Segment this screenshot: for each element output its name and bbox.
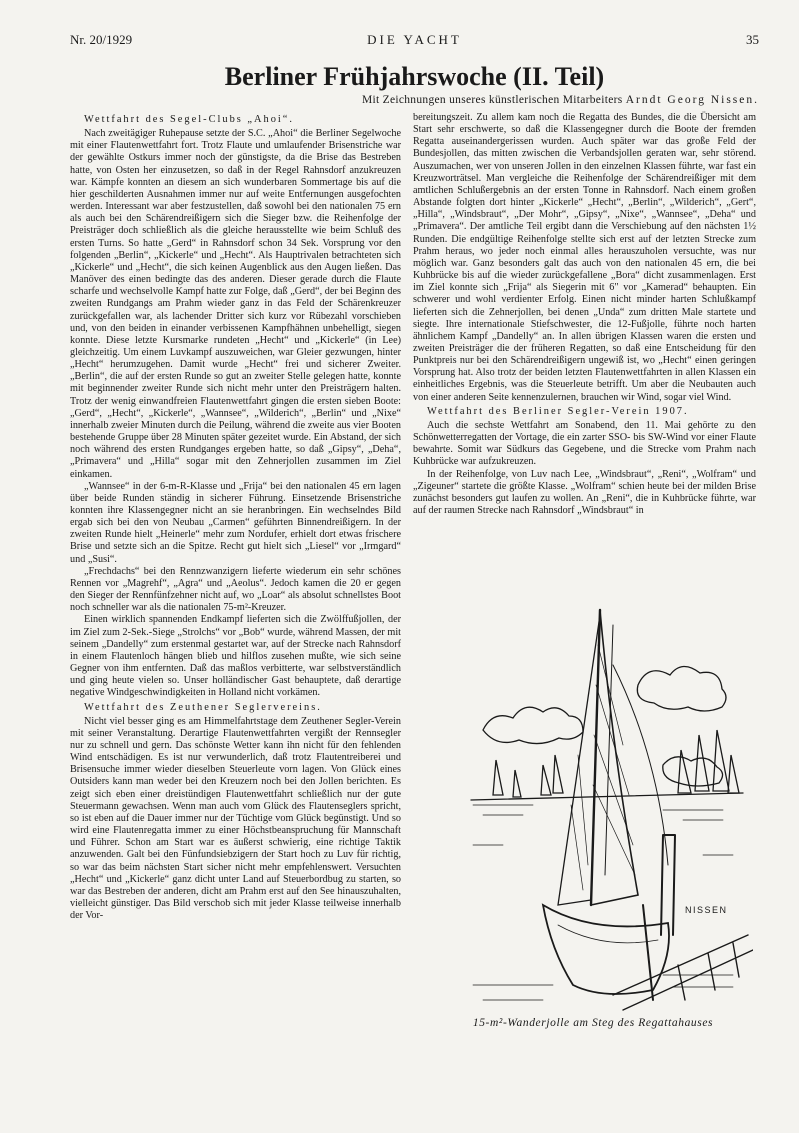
artist-signature: NISSEN bbox=[685, 905, 728, 915]
section-heading: Wettfahrt des Berliner Segler-Verein 1907. bbox=[427, 405, 689, 417]
text-column-left bbox=[70, 112, 401, 922]
paragraph: „Frechdachs“ bei den Rennzwanzigern lieferte wiederum ein sehr schönes Rennen vor „Magrehf“, „Agra“ und „Aeolus“. Jedoch kamen die 20 er gegen den Sieger der Rennfünfzehner nicht auf, wo „Loar“ als absolut schnellstes Boot noch schneller war als die nationalen 75-m²-Kreuzer. bbox=[70, 565, 401, 614]
sailboat-illustration bbox=[463, 605, 753, 1015]
cloud bbox=[483, 707, 583, 743]
dock-planks bbox=[613, 935, 753, 1010]
water-ripples bbox=[473, 805, 733, 855]
paragraph: Auch die sechste Wettfahrt am Sonabend, den 11. Mai gehörte zu den Schönwetterregatten der Vortage, die ein zarter SSO- bis SW-Wind vor einer Flaute bewahrte. Somit war Südkurs das Gegebene, und die Strecke vom Prahm nach Kuhbrücke war aufzukreuzen. bbox=[413, 419, 756, 468]
distant-sail bbox=[553, 755, 563, 793]
paragraph: „Wannsee“ in der 6-m-R-Klasse und „Frija“ bei den nationalen 45 ern lagen über beide Runden ständig in sicherer Führung. Einsetzende Brisenstriche konnten ihre Klassengegner nicht an sie heranbringen. Ein wechselndes Bild ergab sich bei den von Neubau „Carmen“ geführten Binnendreißigern. In der zweiten Runde hielt „Heinerle“ mehr zum Nordufer, erhielt dort etwas frischere Brise und setzte sich an die Spitze. Recht gut hielt sich „Liesel“ vor „Irmgard“ und „Susi“. bbox=[70, 480, 401, 565]
hull-line bbox=[558, 925, 658, 943]
distant-sail bbox=[695, 735, 709, 791]
jib-shading bbox=[571, 755, 588, 890]
cloud bbox=[637, 666, 726, 711]
paragraph: Nach zweitägiger Ruhepause setzte der S.C. „Ahoi“ die Berliner Segelwoche mit einer Flautenwettfahrt fort. Trotz Flaute und umlaufender Brisenstriche war der gewählte Ostkurs immer noch der günstigste, da die Brise das Bestreben hatte, von Osten her einzusetzen, so daß in der Regel Rahnsdorf anzukreuzen war. Kämpfe konnten an diesem an sich wunderbaren Sommertage bis auf die hier geschilderten Ausnahmen immer nur auf weite Entfernungen ausgefochten werden. Interessant war aber festzustellen, daß sowohl bei den nationalen 75 ern als auch bei den Schärendreißigern sich die Sieger bzw. die Reihenfolge der Preisträger doch schließlich als die gleiche herausstellte wie beim Schluß des ersten Turns. So hatte „Gerd“ in Rahnsdorf schon 34 Sek. Vorsprung vor den folgenden „Berlin“, „Kickerle“ und „Hecht“. Als Hauptrivalen betrachteten sich „Kickerle“ und „Hecht“, die sich keinen Augenblick aus den Augen ließen. Das Manöver des einen bedingte das des anderen. Dieser gerade durch die Flaute scharfe und wechselvolle Kampf hatte zur Folge, daß „Gerd“, der bei Beginn des zweiten Rundgangs am Prahm wieder ganz in das Feld der Schärenkreuzer zurückgefallen war, als lachender Dritter sich kurz vor Rübezahl vorschieben und, von den beiden in einander verbissenen Kampfhähnen unbehelligt, siegen konnte. Diese letzte Kursmarke rundeten „Hecht“ und „Kickerle“ (in Lee) gleichzeitig. Um einem Luvkampf auszuweichen, war Gleier gezwungen, hinter „Hecht“ herumzugehen. Damit wurde „Hecht“ frei und sicherer Zweiter. „Berlin“, die auf der ersten Runde so gut an zweiter Stelle gelegen hatte, konnte mit beginnender zweiter Runde sich nicht mehr unter den Preisträgern halten. Trotz der wenig einwandfreien Flautenwettfahrt gingen die ersten sieben Boote: „Gerd“, „Hecht“, „Kickerle“, „Wannsee“, „Wilderich“, „Berlin“ und „Nixe“ innerhalb zweier Minuten durch die Peilung, während die zweite aus vier Booten bestehende Gruppe über 28 Minuten später gezeitet wurde. Ein Abstand, der sich noch während des ersten Rundganges ergeben hatte, so daß „Gipsy“, „Deha“, „Primavera“ und „Hilla“ sogar mit den Zehnerjollen zusammen im Ziel einkamen. bbox=[70, 128, 401, 480]
page-number: 35 bbox=[746, 32, 759, 47]
distant-sail bbox=[678, 750, 691, 793]
distant-sail bbox=[541, 765, 551, 795]
magazine-name: DIE YACHT bbox=[367, 32, 462, 47]
distant-sail bbox=[513, 770, 521, 797]
paragraph: In der Reihenfolge, von Luv nach Lee, „Windsbraut“, „Reni“, „Wolfram“ und „Zigeuner“ startete die größte Klasse. „Wolfram“ schien heute bei der milden Brise zunächst besonders gut laufen zu wollen. An „Reni“, die in Kuhbrücke führte, war auf der raumen Strecke nach Rahnsdorf „Windsbraut“ in bbox=[413, 468, 756, 516]
pier-post bbox=[661, 835, 675, 935]
rigging-line bbox=[605, 625, 613, 875]
pier-post bbox=[643, 905, 653, 1000]
distant-sail bbox=[713, 730, 729, 791]
subtitle-artist: Arndt Georg Nissen. bbox=[625, 94, 759, 106]
water-ripples bbox=[473, 975, 733, 1000]
distant-sail bbox=[493, 760, 503, 795]
running-header bbox=[70, 32, 759, 52]
article-title: Berliner Frühjahrswoche (II. Teil) bbox=[224, 62, 605, 91]
paragraph: Einen wirklich spannenden Endkampf lieferten sich die Zwölffußjollen, der im Ziel zum 2-Sek.-Siege „Strolchs“ vor „Bob“ wurde, während Massen, der mit seinem „Dandelly“ zum erstenmal gestartet war, auf der Strecke nach Rahnsdorf in einem Flautenloch hängen blieb und hilflos zusehen mußte, wie sich seine Gegner von ihm entfernten. Daß das maßlos verbitterte, war selbstverständlich und ging heute vielen so. Unser holländischer Gast behauptete, daß derartige negative Windgeschwindigkeiten in Holland nicht vorkämen. bbox=[70, 614, 401, 699]
distant-sail bbox=[728, 755, 739, 793]
illustration-caption: 15-m²-Wanderjolle am Steg des Regattahauses bbox=[472, 1017, 714, 1029]
article-subtitle bbox=[200, 94, 759, 106]
paragraph: Nicht viel besser ging es am Himmelfahrtstage dem Zeuthener Segler-Verein mit seiner Veranstaltung. Derartige Flautenwettfahrten vergißt der Rennsegler nur zu schnell und gern. Das schönste Wetter kann ihn nicht für den fehlenden Wind entschädigen. Es ist nur verwunderlich, daß trotz Flautentreiberei und Brisensuche immer wieder dieselben Steuerleute vorn lagen. Von Glück eines Outsiders kann man weder bei den Kreuzern noch bei den Jollen berichten. Es zeigt sich eben einer dreistündigen Flautenwettfahrt schließlich nur der gute Steuermann gewachsen. Wenn man auch vom Glück des Flautenseglers spricht, so ist eben auf die Dauer immer nur der Tüchtige vom Glück begünstigt. Und so wird eine Flautenregatta immer zu einer Höchstbeanspruchung für Mannschaft und Führer. Schon am Start war es äußerst schwierig, eine richtige Taktik anzuwenden. Galt bei den Fünfundsiebzigern der Start hoch zu Luv für richtig, so war das beim nächsten Start sicher nicht mehr empfehlenswert. Versuchten „Hecht“ und „Kickerle“ ganz dicht unter Land auf Steuerbordbug zu starten, so war das Bestreben der anderen, dicht am Prahm erst auf den See hinauszuhalten, vielleicht günstiger. Das Bild verschob sich mit jeder Klasse teilweise innerhalb der Vor- bbox=[70, 715, 401, 922]
mast bbox=[591, 610, 600, 905]
subtitle-prefix: Mit Zeichnungen unseres künstlerischen Mitarbeiters bbox=[361, 94, 623, 106]
paragraph: bereitungszeit. Zu allem kam noch die Regatta des Bundes, die die Übersicht am Start sehr erschwerte, so daß die Klassengegner durch die Boote der fremden Regatta auseinandergerissen wurden. Auch später war das große Feld der Bundesjollen, das mitten zwischen die Verbandsjollen geraten war, sehr störend. Auszumachen, wer von unseren Jollen in den einzelnen Klassen führte, war fast ein Kreuzworträtsel. Man vergleiche die Reihenfolge der Schärendreißiger mit dem amtlichen Schlußergebnis an der ersten Tonne in Rahnsdorf. Nach einem großen Abstande folgten dort hinter „Kickerle“ „Hecht“, „Berlin“, „Wilderich“, „Gert“, „Hilla“, „Windsbraut“, „Der Mohr“, „Gipsy“, „Nixe“, „Wannsee“, „Deha“ und „Primavera“. Der amtliche Teil ergibt dann die Verschiebung auf den nächsten 1½ Runden. Die endgültige Reihenfolge stellte sich erst auf der letzten Strecke zum Prahm heraus, wo jeder noch einmal alles herauszuholen versuchte, was nur möglich war. Ganz besonders galt das auch von den nationalen 45 ern, die bei Kuhbrücke bis auf die wieder zurückgefallene „Bora“ dicht zusammenlagen. Erst im Ziel konnte sich „Frija“ als Siegerin mit 6" vor „Kamerad“ behaupten. Ein schwerer und wohl verdienter Erfolg. Einen nicht minder harten Schlußkampf lieferten sich die Zehnerjollen, bei denen „Unda“ zum dritten Male startete und siegte. Ihre internationale Stiefschwester, die 12-Fußjolle, führte noch harten ähnlichem Kampf „Dandelly“ an. In allen übrigen Klassen waren die ersten und zweiten Preisträger die der früheren Regatten, so daß eine Entscheidung für den Punktpreis nur bei den Schärendreißigern ungewiß ist, wo „Hecht“ einen geringen Vorsprung hat. Also trotz der beiden letzten Flautenwettfahrten in allen Klassen ein einheitliches Ergebnis, was die Steuerleute betrifft. Um aber die Neubauten auch von einer anderen Seite kennenzulernen, brauchen wir Wind, sogar viel Wind. bbox=[413, 112, 756, 403]
second-sail bbox=[613, 665, 668, 865]
section-heading: Wettfahrt des Segel-Clubs „Ahoi“. bbox=[84, 114, 295, 125]
issue-number: Nr. 20/1929 bbox=[70, 32, 133, 47]
text-column-right bbox=[413, 112, 756, 517]
section-heading: Wettfahrt des Zeuthener Seglervereins. bbox=[84, 701, 322, 713]
